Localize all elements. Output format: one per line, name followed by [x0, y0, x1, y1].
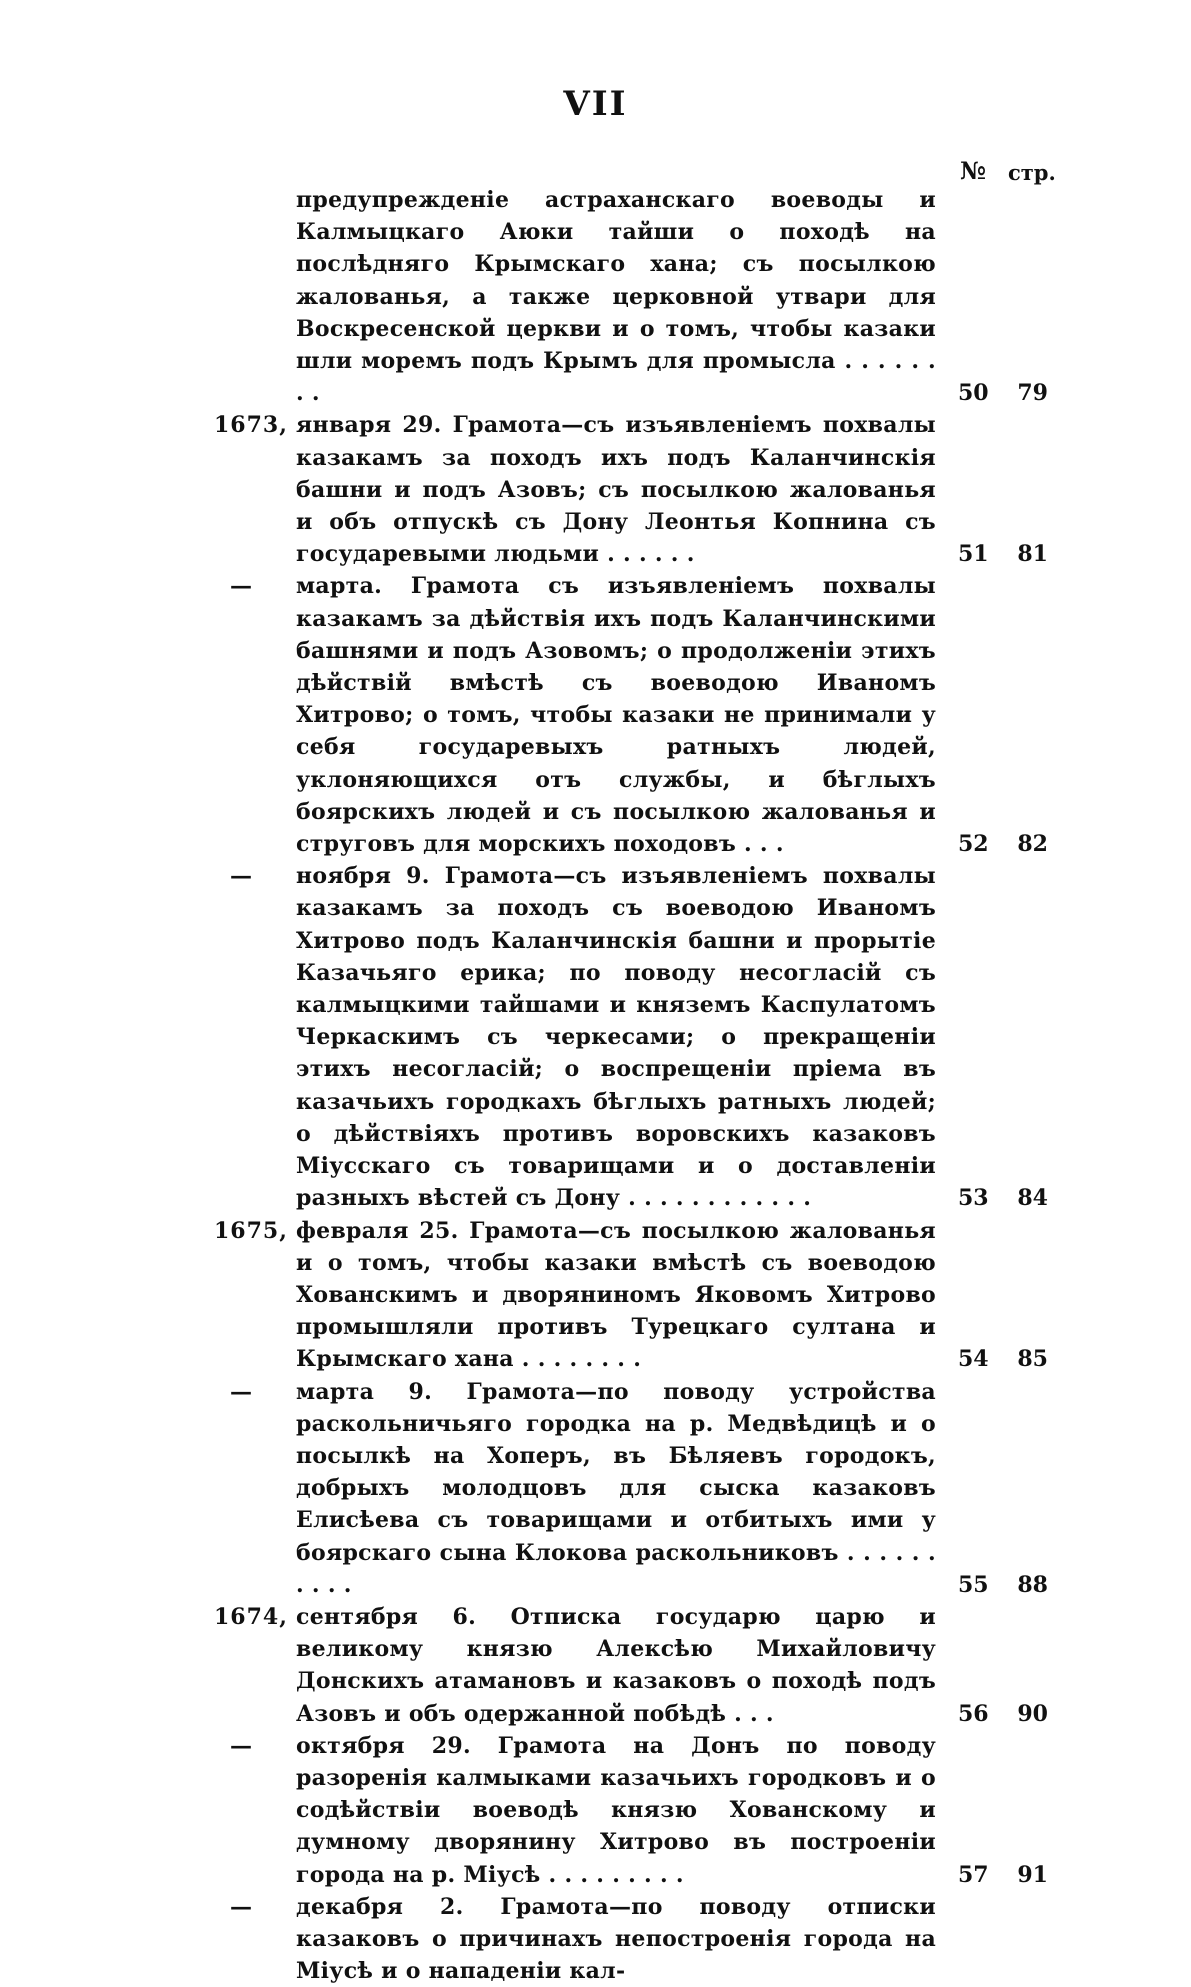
entry-page: 79: [1017, 380, 1048, 407]
number-column-header: №: [960, 156, 987, 185]
page-number: VII: [563, 84, 628, 124]
entry-number: 56: [958, 1700, 989, 1727]
entry-year: 1675,: [214, 1217, 288, 1244]
entry-number: 54: [958, 1346, 989, 1373]
toc-entry: [0, 860, 1191, 1214]
entry-page: 82: [1017, 831, 1048, 858]
page-column-header: стр.: [1008, 160, 1056, 185]
entry-text: марта. Грамота съ изъявленіемъ похвалы казакамъ за дѣйствія ихъ подъ Каланчинскими башнями и подъ Азовомъ; о продолженіи этихъ дѣйствій вмѣстѣ съ воеводою Иваномъ Хитрово; о томъ, чтобы казаки не принимали у себя государевыхъ ратныхъ людей, уклоняющихся отъ службы, и бѣглыхъ боярскихъ людей и съ посылкою жалованья и струговъ для морскихъ походовъ . . .: [296, 573, 936, 858]
entry-year: —: [230, 1378, 253, 1405]
entry-year: —: [230, 863, 253, 890]
entry-text: ноября 9. Грамота—съ изъявленіемъ похвалы казакамъ за походъ съ воеводою Иваномъ Хитрово подъ Каланчинскія башни и прорытіе Казачьяго ерика; по поводу несогласій съ калмыцкими тайшами и княземъ Каспулатомъ Черкаскимъ съ черкесами; о прекращеніи этихъ несогласій; о воспрещеніи пріема въ казачьихъ городкахъ бѣглыхъ ратныхъ людей; о дѣйствіяхъ противъ воровскихъ казаковъ Міусскаго съ товарищами и о доставленіи разныхъ вѣстей съ Дону . . . . . . . . . . . .: [296, 863, 936, 1212]
toc-entry: [0, 184, 1191, 409]
entry-text: предупрежденіе астраханскаго воеводы и Калмыцкаго Аюки тайши о походѣ на послѣдняго Крымскаго хана; съ посылкою жалованья, а также церковной утвари для Воскресенской церкви и о томъ, чтобы казаки шли моремъ подъ Крымъ для промысла . . . . . . . .: [296, 187, 936, 407]
entry-page: 84: [1017, 1185, 1048, 1212]
entry-number: 50: [958, 380, 989, 407]
entry-text: сентября 6. Отписка государю царю и великому князю Алексѣю Михайловичу Донскихъ атамановъ и казаковъ о походѣ подъ Азовъ и объ одержанной побѣдѣ . . .: [296, 1603, 936, 1727]
entry-text: декабря 2. Грамота—по поводу отписки казаковъ о причинахъ непостроенія города на Міусѣ и о нападеніи кал-: [296, 1893, 936, 1985]
entry-number: 53: [958, 1185, 989, 1212]
toc-entry: [0, 1215, 1191, 1376]
entry-year: —: [230, 1893, 253, 1920]
entry-page: 88: [1017, 1571, 1048, 1598]
toc-entry: [0, 1601, 1191, 1730]
toc-entry: [0, 1891, 1191, 1987]
toc-entry: [0, 570, 1191, 860]
entry-text: марта 9. Грамота—по поводу устройства раскольничьяго городка на р. Медвѣдицѣ и о посылкѣ на Хоперъ, въ Бѣляевъ городокъ, добрыхъ молодцовъ для сыска казаковъ Елисѣева съ товарищами и отбитыхъ ими у боярскаго сына Клокова раскольниковъ . . . . . . . . . .: [296, 1378, 936, 1598]
table-of-contents: [0, 184, 1191, 1987]
entry-page: 90: [1017, 1700, 1048, 1727]
entry-text: января 29. Грамота—съ изъявленіемъ похвалы казакамъ за походъ ихъ подъ Каланчинскія башни и подъ Азовъ; съ посылкою жалованья и объ отпускѣ съ Дону Леонтья Копнина съ государевыми людьми . . . . . .: [296, 412, 936, 568]
toc-entry: [0, 1376, 1191, 1601]
entry-page: 85: [1017, 1346, 1048, 1373]
entry-number: 52: [958, 831, 989, 858]
entry-year: 1673,: [214, 412, 288, 439]
entry-number: 57: [958, 1861, 989, 1888]
toc-entry: [0, 409, 1191, 570]
entry-text: октября 29. Грамота на Донъ по поводу разоренія калмыками казачьихъ городковъ и о содѣйствіи воеводѣ князю Хованскому и думному дворянину Хитрово въ построеніи города на р. Міусѣ . . . . . . . . .: [296, 1732, 936, 1888]
entry-year: 1674,: [214, 1603, 288, 1630]
entry-number: 55: [958, 1571, 989, 1598]
entry-page: 91: [1017, 1861, 1048, 1888]
entry-number: 51: [958, 541, 989, 568]
entry-text: февраля 25. Грамота—съ посылкою жалованья и о томъ, чтобы казаки вмѣстѣ съ воеводою Хованскимъ и дворяниномъ Яковомъ Хитрово промышляли противъ Турецкаго султана и Крымскаго хана . . . . . . . .: [296, 1217, 936, 1373]
entry-year: —: [230, 1732, 253, 1759]
toc-entry: [0, 1730, 1191, 1891]
entry-year: —: [230, 573, 253, 600]
entry-page: 81: [1017, 541, 1048, 568]
